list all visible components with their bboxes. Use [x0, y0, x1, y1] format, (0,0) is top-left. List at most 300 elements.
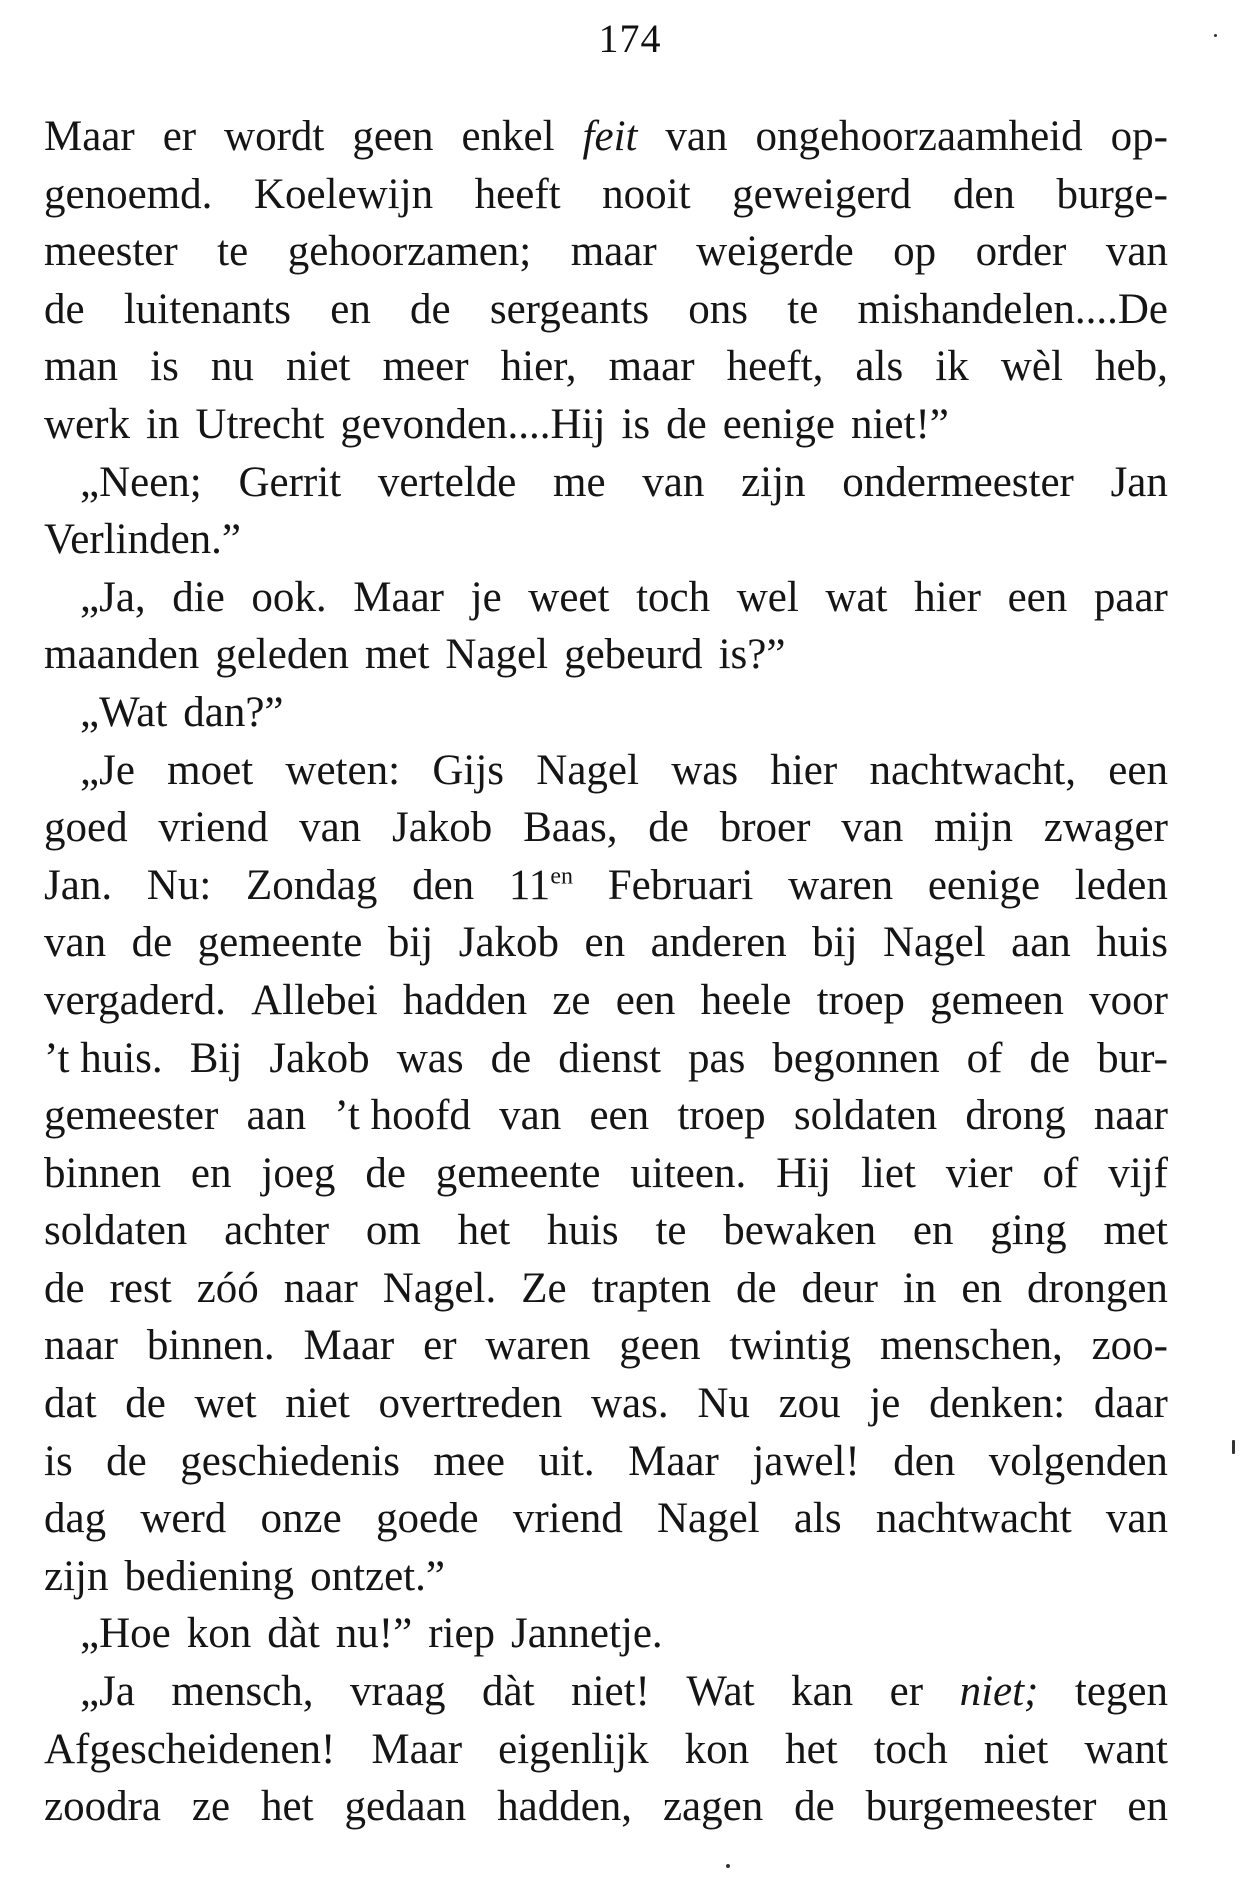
word-text: Nu: [146, 861, 212, 909]
word [147, 1317, 275, 1375]
word-text: onze [260, 1495, 342, 1543]
word [934, 799, 1013, 857]
word [1056, 166, 1167, 224]
word-text: zoodra [44, 1783, 161, 1831]
word [187, 1605, 252, 1663]
text-line [44, 1721, 1168, 1779]
word [989, 1433, 1168, 1491]
word-text: en [912, 1207, 954, 1255]
word [791, 1663, 853, 1721]
word [286, 338, 350, 396]
word-text: de [410, 285, 451, 333]
text-line [44, 281, 1168, 339]
text-line [44, 914, 1168, 972]
word-text: Nagel [445, 631, 549, 679]
print-speck [726, 1864, 730, 1868]
word [585, 914, 626, 972]
word-text: Jakob [269, 1034, 370, 1082]
word [741, 454, 805, 512]
word-text: soldaten [44, 1207, 188, 1255]
word-text: toch [636, 573, 711, 621]
word-text: gemeente [197, 919, 363, 967]
text-line [44, 1663, 1168, 1721]
word-text: bewaken [723, 1207, 877, 1255]
word-text: „Je [80, 746, 135, 794]
word [1108, 1145, 1168, 1203]
word-text: deur [801, 1264, 878, 1312]
word-text: heeft [474, 170, 561, 218]
word [511, 1605, 663, 1663]
word-text: Nagel. [382, 1264, 497, 1312]
word [471, 569, 502, 627]
word-text: Allebei [251, 976, 378, 1024]
word [1044, 799, 1168, 857]
word-text: feit [582, 113, 638, 160]
text-line [44, 1030, 1168, 1088]
word-text: vertelde [377, 458, 517, 506]
word [350, 1663, 446, 1721]
word-text: te [655, 1207, 687, 1255]
word [80, 569, 146, 627]
word-text: „Neen; [80, 458, 202, 506]
word [671, 742, 738, 800]
word-text: Nu [697, 1380, 750, 1428]
word-text: Gerrit [238, 458, 342, 506]
word-text: hadden [402, 976, 528, 1024]
word-text: Jakob [458, 919, 560, 967]
word [686, 1663, 754, 1721]
word [1011, 914, 1071, 972]
word [80, 454, 202, 512]
word-text: gemeester [44, 1092, 219, 1140]
word-text: eenige [722, 400, 835, 448]
word-text: de [106, 1437, 147, 1485]
word [288, 223, 532, 281]
word [378, 1375, 562, 1433]
word-text: nachtwacht, [869, 746, 1077, 794]
word [158, 799, 268, 857]
word-text: er [423, 1322, 457, 1370]
word-text: trapten [591, 1264, 711, 1312]
word [1042, 1145, 1078, 1203]
word-text: Gijs [432, 746, 504, 794]
word-text: toch [873, 1725, 948, 1773]
word-text: was [671, 746, 739, 794]
word [310, 1548, 445, 1606]
word-text: Maar [628, 1437, 719, 1485]
word [125, 1375, 166, 1433]
word [412, 857, 474, 915]
text-line [44, 684, 1168, 742]
word [509, 857, 573, 915]
word-text: drongen [1027, 1264, 1168, 1312]
word-text: de [44, 285, 85, 333]
word [1027, 1260, 1168, 1318]
word-text: werk [44, 400, 130, 448]
word-text: en [330, 285, 371, 333]
text-line [44, 972, 1168, 1030]
word [696, 223, 854, 281]
word [794, 1087, 937, 1145]
word [371, 1721, 462, 1779]
word [80, 1663, 135, 1721]
word [785, 1721, 838, 1779]
text-line [44, 1433, 1168, 1491]
body-text [44, 108, 1168, 1836]
word [779, 1375, 841, 1433]
word [960, 1663, 1039, 1721]
word-text: ze [552, 976, 591, 1024]
word [642, 454, 704, 512]
word [851, 396, 949, 454]
word-text: te [217, 228, 249, 276]
word-text: Nagel [536, 746, 639, 794]
word [366, 1202, 421, 1260]
word-text: nachtwacht [875, 1495, 1072, 1543]
word-text: den [893, 1437, 956, 1485]
word-text: wel [736, 573, 799, 621]
word [261, 1145, 335, 1203]
word-text: en [190, 1149, 232, 1197]
word [1089, 972, 1168, 1030]
word [251, 972, 378, 1030]
word-text: die [172, 573, 225, 621]
word [903, 1260, 936, 1318]
word [106, 1433, 147, 1491]
word [553, 454, 606, 512]
word [352, 108, 433, 166]
word [1111, 108, 1168, 166]
word-text: rest [109, 1264, 172, 1312]
print-speck [1214, 34, 1217, 37]
word-text: niet; [959, 1668, 1039, 1716]
word-text: nu [210, 343, 254, 391]
word [928, 857, 1040, 915]
word-text: luitenants [123, 285, 292, 333]
word-text: of [966, 1034, 1003, 1082]
word-text: zoo- [1091, 1322, 1168, 1370]
word-text: zijn [741, 458, 806, 506]
superscript: en [550, 863, 573, 890]
text-line [44, 338, 1168, 396]
word-text: „Hoe [80, 1610, 171, 1658]
word-text: uit. [538, 1437, 595, 1485]
word-text: en [961, 1264, 1002, 1312]
word [1092, 1317, 1168, 1375]
word [458, 1202, 511, 1260]
word-text: om [365, 1207, 421, 1255]
word-text: broer [719, 804, 811, 852]
word [737, 569, 799, 627]
word [990, 1202, 1066, 1260]
word-text: op- [1110, 113, 1168, 160]
word [80, 1605, 171, 1663]
word-text: „Wat [80, 688, 168, 736]
word [261, 1778, 314, 1836]
word-text: zwager [1043, 804, 1168, 852]
word-text: de [794, 1783, 835, 1831]
word [953, 166, 1015, 224]
word [1001, 338, 1063, 396]
word [688, 281, 748, 339]
word [528, 569, 609, 627]
word [893, 223, 936, 281]
word-text: Nagel [656, 1495, 760, 1543]
word [410, 281, 451, 339]
word [723, 396, 835, 454]
word-text: in [145, 400, 180, 448]
word [195, 1375, 257, 1433]
word [552, 972, 590, 1030]
word-text: Utrecht [195, 400, 325, 448]
word-text: was [396, 1034, 464, 1082]
word [602, 166, 690, 224]
word [334, 1087, 471, 1145]
word-text: Zondag [246, 861, 378, 909]
word [592, 1260, 711, 1318]
word-text: „Ja [80, 1668, 135, 1716]
word [1108, 742, 1168, 800]
word [269, 1030, 369, 1088]
word [251, 569, 326, 627]
word [651, 914, 787, 972]
word-text: van [665, 113, 728, 160]
word-text: met [1103, 1207, 1168, 1255]
word-text: van [44, 919, 107, 967]
word [812, 914, 857, 972]
word-text: je [869, 1380, 901, 1428]
word-text: huis [1096, 919, 1168, 967]
word-text: is?” [718, 631, 786, 679]
print-speck [1232, 1440, 1235, 1454]
word-text: waren [788, 861, 894, 909]
word [772, 1030, 939, 1088]
word-text: nu!” [335, 1610, 413, 1658]
word [299, 799, 361, 857]
word-text: naar [44, 1322, 118, 1370]
word [1127, 1778, 1168, 1836]
text-line [44, 1087, 1168, 1145]
word [984, 1721, 1048, 1779]
word [564, 626, 703, 684]
word-text: dàt [267, 1610, 320, 1658]
word [383, 1260, 496, 1318]
word-text: en [584, 919, 626, 967]
word [608, 857, 754, 915]
word-text: van [1105, 1495, 1168, 1543]
word [491, 1030, 532, 1088]
word-text: want [1084, 1725, 1168, 1773]
word [336, 1605, 412, 1663]
word-text: en [1127, 1783, 1168, 1831]
word-text: meer [382, 343, 469, 391]
word-text: geen [352, 113, 434, 160]
word [267, 1605, 320, 1663]
word-text: maar [570, 228, 657, 276]
word-text: zijn [44, 1552, 109, 1600]
word-text: er [162, 113, 197, 160]
word-text: me [553, 458, 606, 506]
word-text: de [648, 804, 689, 852]
word-text: weet [528, 573, 610, 621]
word-text: de [666, 400, 707, 448]
word [876, 1490, 1072, 1548]
word-text: mijn [934, 804, 1013, 852]
word [794, 1490, 842, 1548]
word-text: de [365, 1149, 406, 1197]
word [1097, 1030, 1168, 1088]
word [752, 1433, 859, 1491]
word-text: denken: [929, 1380, 1066, 1428]
word-text: niet [285, 1380, 350, 1428]
word [397, 1030, 464, 1088]
word-text: Koelewijn [253, 170, 434, 218]
word-text: 11 [508, 861, 551, 909]
word [591, 1375, 669, 1433]
word-text: te [787, 285, 819, 333]
word [976, 223, 1067, 281]
word-text: achter [224, 1207, 330, 1255]
word-text: eenige [927, 861, 1041, 909]
word [44, 166, 212, 224]
word [663, 1778, 763, 1836]
word [657, 1490, 760, 1548]
word [665, 108, 727, 166]
word [536, 742, 639, 800]
word-text: Jan. [44, 861, 113, 909]
word-text: goed [44, 804, 128, 852]
word [44, 1317, 118, 1375]
word-text: hier [914, 573, 981, 621]
word-text: gedaan [344, 1783, 467, 1831]
word-text: maanden [44, 631, 200, 679]
word-text: daar [1093, 1380, 1168, 1428]
word-text: een [615, 976, 676, 1024]
word-text: meester [44, 228, 178, 276]
word [701, 972, 792, 1030]
word [132, 914, 173, 972]
word [192, 1778, 230, 1836]
word [147, 857, 212, 915]
word-text: jawel! [752, 1437, 860, 1485]
word [44, 1375, 97, 1433]
text-line [44, 742, 1168, 800]
word [720, 799, 811, 857]
word-text: vriend [512, 1495, 623, 1543]
word-text: Maar [44, 113, 135, 160]
word [571, 1663, 650, 1721]
word-text: gemeen [930, 976, 1064, 1024]
word-text: gevonden....Hij [340, 400, 606, 448]
word [44, 108, 135, 166]
word-text: heeft, [726, 343, 824, 391]
word-text: kon [186, 1610, 252, 1658]
word-text: dan?” [183, 688, 284, 736]
word-text: tegen [1074, 1668, 1168, 1716]
word-text: Wat [686, 1668, 755, 1716]
word [869, 1375, 900, 1433]
word-text: Jannetje. [511, 1610, 663, 1658]
text-line [44, 1202, 1168, 1260]
word-text: wet [194, 1380, 257, 1428]
word-text: burgemeester [865, 1783, 1097, 1831]
word [628, 1433, 719, 1491]
word [428, 1605, 495, 1663]
word [802, 1260, 878, 1318]
word-text: de [44, 1264, 85, 1312]
word-text: kan [791, 1668, 854, 1716]
word [788, 857, 893, 915]
word-text: bur- [1097, 1034, 1168, 1082]
word [965, 1087, 1065, 1145]
word-text: burge- [1056, 170, 1168, 218]
word-text: maar [608, 343, 695, 391]
word [755, 108, 1082, 166]
word-text: de [490, 1034, 532, 1082]
word [432, 742, 504, 800]
word-text: „Ja, [80, 573, 146, 621]
word [589, 1087, 649, 1145]
word [719, 626, 786, 684]
text-line [44, 166, 1168, 224]
word-text: een [1108, 746, 1168, 794]
word-text: order [975, 228, 1067, 276]
word [616, 972, 676, 1030]
word-text: ’t hoofd [334, 1092, 471, 1140]
word [180, 1433, 400, 1491]
word-text: binnen. [146, 1322, 275, 1370]
word [146, 396, 179, 454]
word [284, 1260, 358, 1318]
word [501, 338, 577, 396]
word [80, 684, 167, 742]
word [1075, 857, 1168, 915]
word-text: niet [983, 1725, 1049, 1773]
word-text: volgenden [988, 1437, 1168, 1485]
word-text: goede [375, 1495, 479, 1543]
word-text: waren [485, 1322, 591, 1370]
word [475, 166, 561, 224]
word-text: Maar [371, 1725, 463, 1773]
word-text: van [299, 804, 362, 852]
word [1030, 1030, 1071, 1088]
word [44, 972, 226, 1030]
word-text: anderen [650, 919, 787, 967]
word [890, 1663, 923, 1721]
word [140, 1490, 226, 1548]
word-text: Bij [189, 1034, 243, 1082]
word-text: niet! [571, 1668, 650, 1716]
word [238, 454, 341, 512]
word-text: vijf [1108, 1149, 1168, 1197]
word [697, 1375, 750, 1433]
word-text: eigenlijk [498, 1725, 649, 1773]
word [521, 1260, 566, 1318]
word [913, 1202, 954, 1260]
text-line [44, 1490, 1168, 1548]
word-text: Maar [303, 1322, 395, 1370]
word [261, 1490, 342, 1548]
word-text: heele [700, 976, 792, 1024]
word [914, 569, 981, 627]
word-text: geschiedenis [180, 1437, 400, 1485]
word [304, 1317, 395, 1375]
word-text: den [952, 170, 1015, 218]
text-line [44, 454, 1168, 512]
word [498, 1721, 648, 1779]
word [285, 1375, 349, 1433]
word [880, 1317, 1063, 1375]
